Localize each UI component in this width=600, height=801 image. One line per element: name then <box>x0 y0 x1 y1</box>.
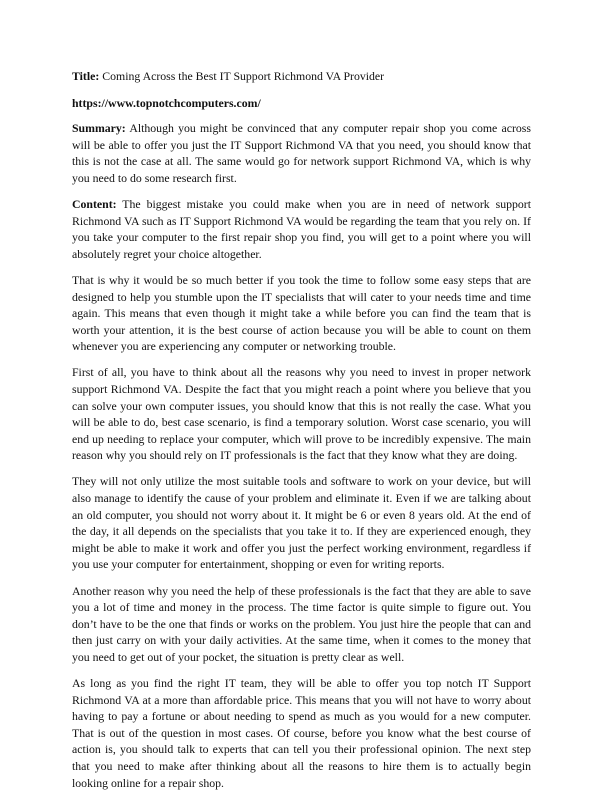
body-paragraph: That is why it would be so much better if you took the time to follow some easy steps that are designed to help you stumble upon the IT specialists that will cater to your needs time and time again. This means that even though it might take a while before you can find the team that is worth your attention, it is the best course of action because you will be able to count on them whenever you are experiencing any computer or networking trouble. <box>72 272 531 354</box>
body-paragraph: Another reason why you need the help of these professionals is the fact that they are able to save you a lot of time and money in the process. The time factor is quite simple to figure out. You don’t have to be the one that finds or works on the problem. You just hire the people that can and then just carry on with your daily activities. At the same time, when it comes to the money that you need to get out of your pocket, the situation is pretty clear as well. <box>72 583 531 664</box>
title-text: Coming Across the Best IT Support Richmond VA Provider <box>102 69 385 83</box>
title-line <box>72 68 531 85</box>
document-page <box>72 68 531 801</box>
body-paragraph: As long as you find the right IT team, they will be able to offer you top notch IT Support Richmond VA at a more than affordable price. This means that you will not have to worry about having to pay a fortune or about needing to spend as much as you would for a new computer. That is out of the question in most cases. Of course, before you know what the best course of action is, you should talk to experts that can tell you their professional opinion. The next step that you need to make after thinking about all the reasons to hire them is to actually begin looking online for a repair shop. <box>72 676 531 790</box>
title-label: Title: <box>72 69 100 83</box>
summary-text: Although you might be convinced that any computer repair shop you come across will be able to offer you just the IT Support Richmond VA that you need, you should know that this is not the case at all. The same would go for network support Richmond VA, which is why you need to do some research first. <box>72 121 531 185</box>
content-paragraph <box>72 196 531 262</box>
content-label: Content: <box>72 197 117 212</box>
content-text: The biggest mistake you could make when you are in need of network support Richmond VA such as IT Support Richmond VA would be regarding the team that you rely on. If you take your computer to the first repair shop you find, you will get to a point where you will absolutely regret your choice altogether. <box>72 197 531 261</box>
summary-label: Summary: <box>72 121 126 136</box>
source-url: https://www.topnotchcomputers.com/ <box>72 95 261 110</box>
body-paragraph: First of all, you have to think about all the reasons why you need to invest in proper network support Richmond VA. Despite the fact that you might reach a point where you believe that you can solve your own computer issues, you should know that this is not really the case. What you will be able to do, best case scenario, is find a temporary solution. Worst case scenario, you will end up needing to replace your computer, which will prove to be incredibly expensive. The main reason why you should rely on IT professionals is the fact that they know what they are doing. <box>72 365 531 463</box>
body-paragraph: They will not only utilize the most suitable tools and software to work on your device, but will also manage to identify the cause of your problem and eliminate it. Even if we are talking about an old computer, you should not worry about it. It might be 6 or even 8 years old. At the end of the day, it all depends on the specialists that you take it to. If they are experienced enough, they might be able to make it work and offer you just the perfect working environment, regardless if you use your computer for entertainment, shopping or even for writing reports. <box>72 474 531 572</box>
summary-paragraph <box>72 120 531 186</box>
